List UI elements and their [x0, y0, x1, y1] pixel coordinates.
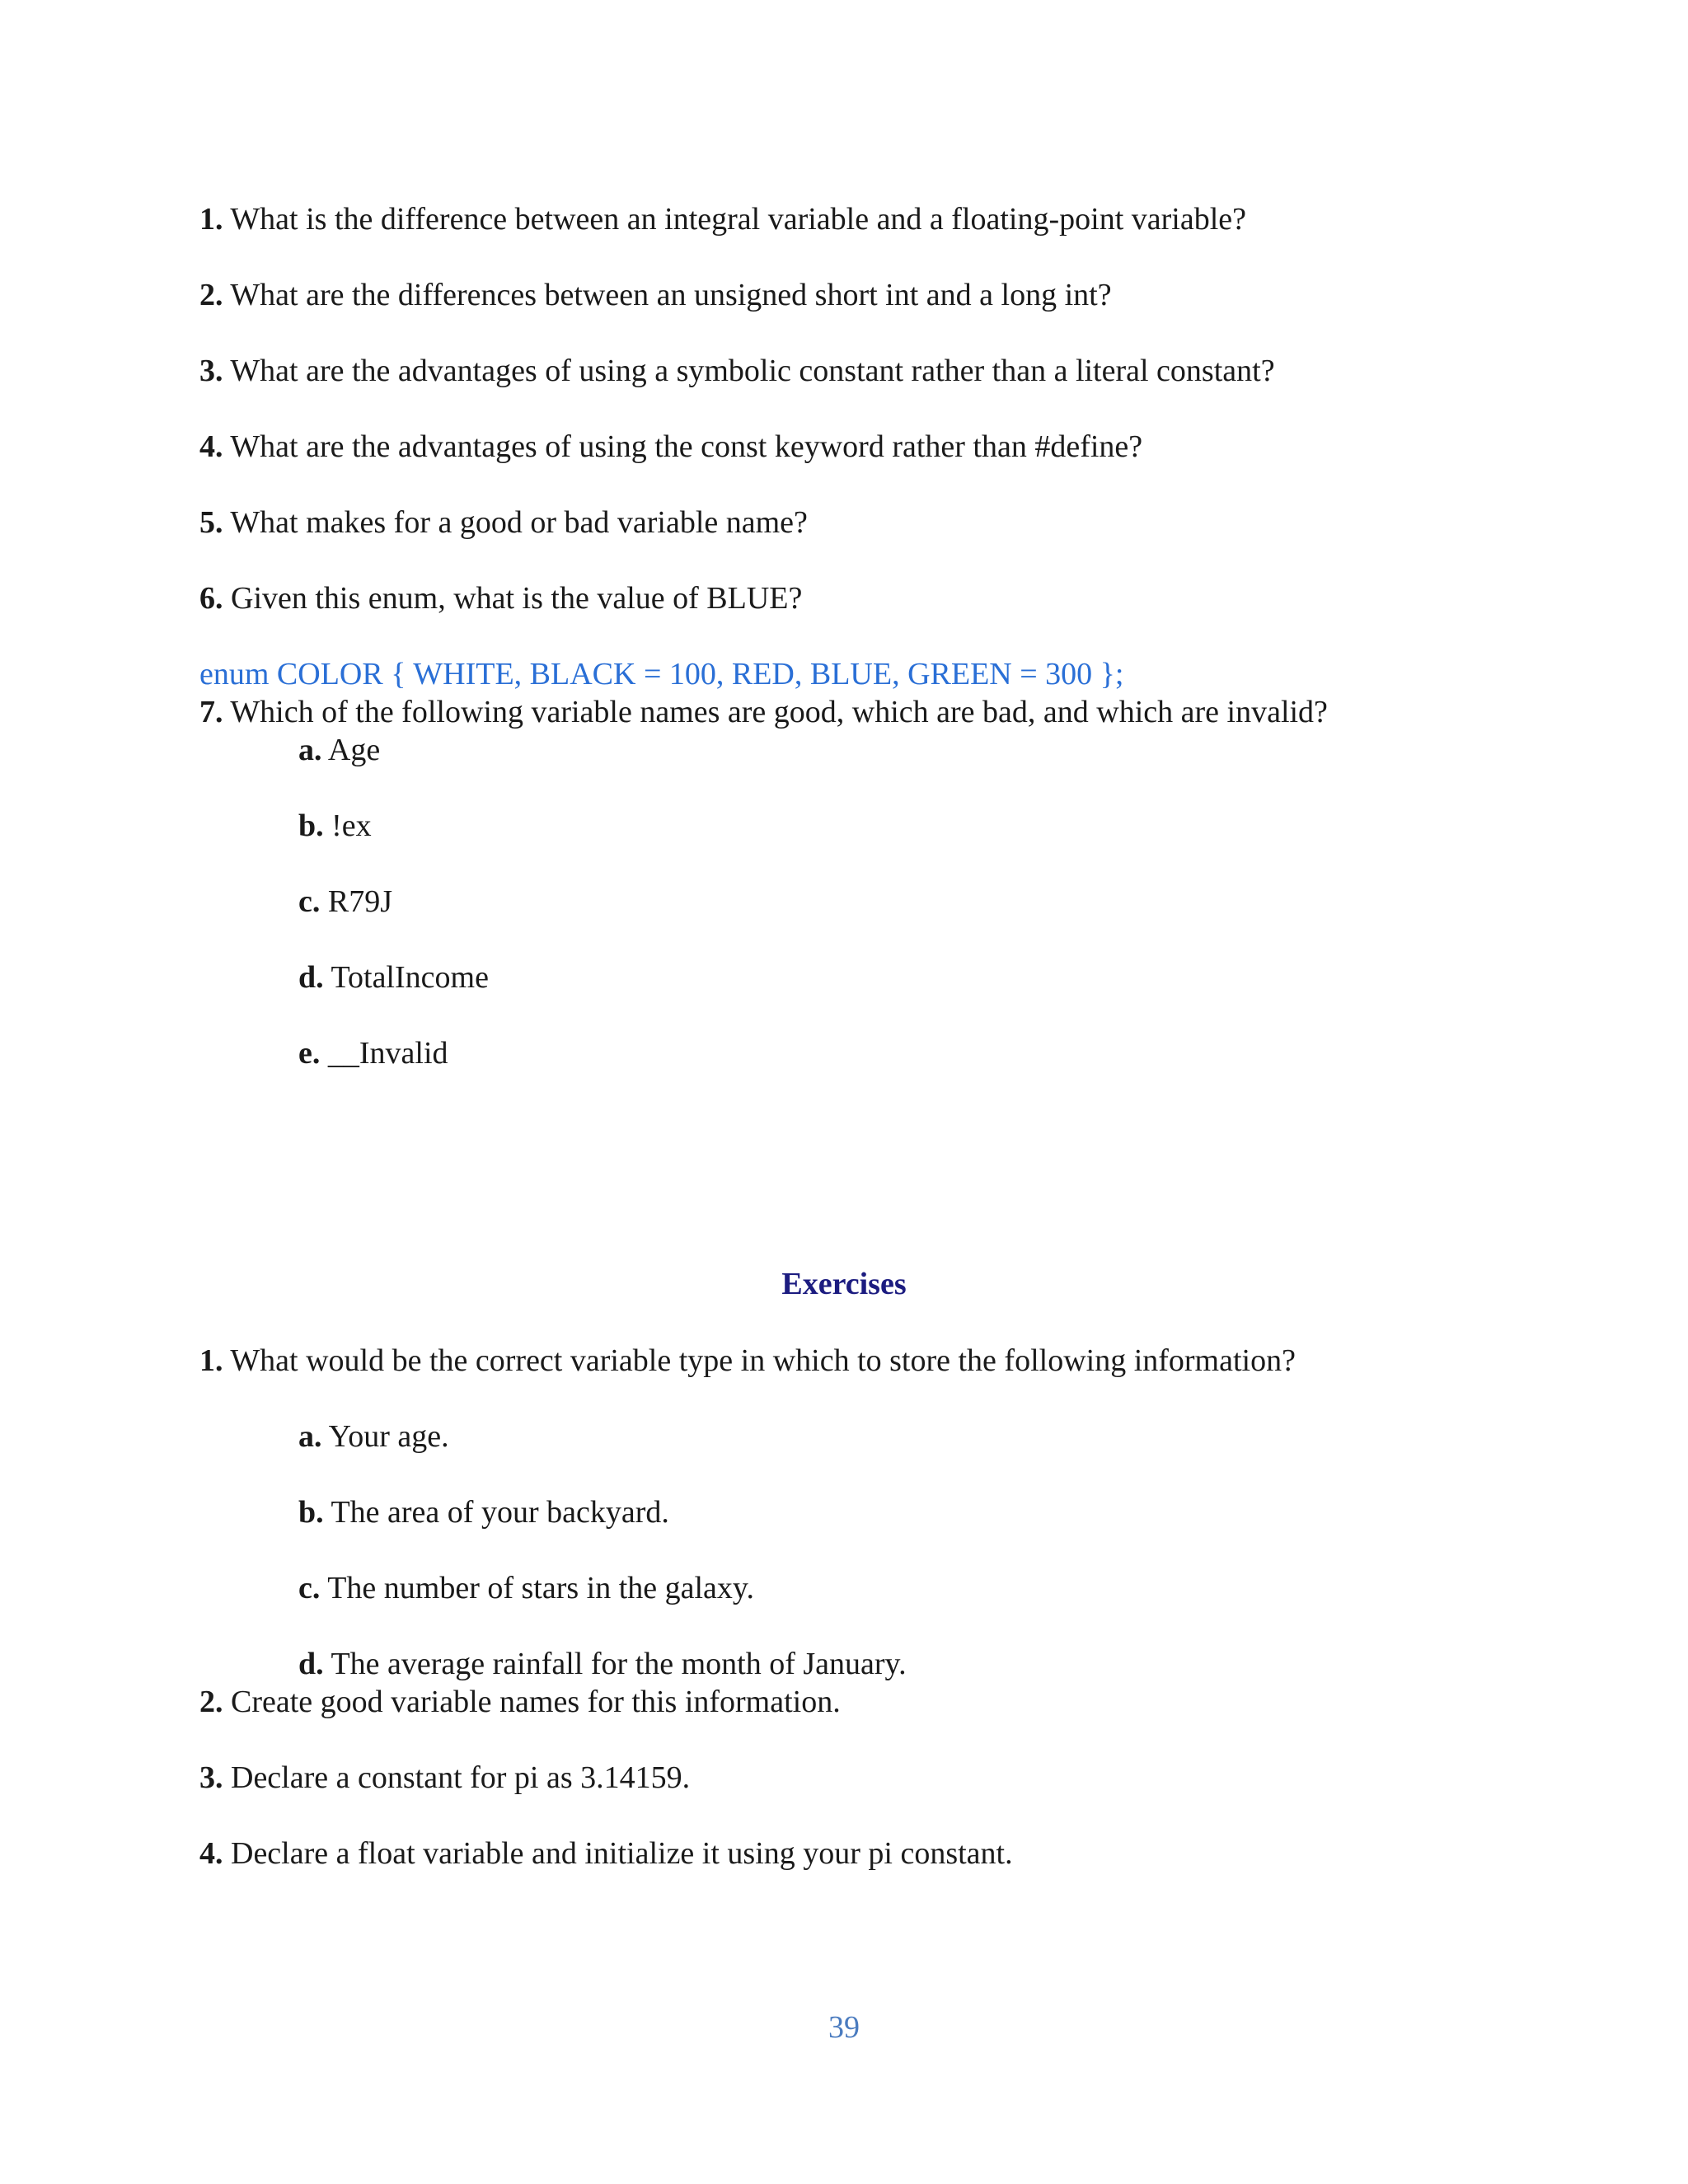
exercise-text: What would be the correct variable type in which to store the following information?: [223, 1343, 1296, 1378]
exercise-number: 2.: [199, 1685, 223, 1719]
question-1: [199, 200, 1246, 238]
exercise-number: 4.: [199, 1836, 223, 1871]
question-number: 3.: [199, 354, 223, 388]
option-text: __Invalid: [320, 1036, 448, 1071]
exercise-4: [199, 1835, 1013, 1872]
question-7: [199, 693, 1328, 731]
question-3: [199, 352, 1275, 390]
exercise-text: Create good variable names for this information.: [223, 1685, 841, 1719]
question-number: 4.: [199, 429, 223, 464]
q7-option-c: [298, 883, 392, 921]
option-letter: c.: [298, 884, 321, 919]
option-text: !ex: [323, 808, 372, 843]
exercise-number: 3.: [199, 1760, 223, 1795]
option-letter: b.: [298, 1495, 324, 1530]
q7-option-e: [298, 1034, 448, 1072]
question-text: Given this enum, what is the value of BLUE?: [223, 581, 803, 616]
exercise-text: Declare a float variable and initialize it using your pi constant.: [223, 1836, 1013, 1871]
question-text: Which of the following variable names are good, which are bad, and which are invalid?: [223, 695, 1328, 729]
exercises-heading: Exercises: [781, 1267, 907, 1301]
option-text: R79J: [320, 884, 393, 919]
ex1-option-d: [298, 1645, 907, 1683]
option-letter: a.: [298, 733, 322, 767]
question-number: 7.: [199, 695, 223, 729]
exercise-3: [199, 1759, 690, 1797]
option-text: The number of stars in the galaxy.: [320, 1571, 754, 1605]
ex1-option-a: [298, 1418, 449, 1455]
exercise-1: [199, 1342, 1296, 1380]
question-number: 5.: [199, 505, 223, 540]
question-text: What are the differences between an unsigned short int and a long int?: [223, 278, 1112, 312]
question-5: [199, 504, 808, 541]
question-text: What are the advantages of using a symbolic constant rather than a literal constant?: [223, 354, 1275, 388]
option-text: The area of your backyard.: [323, 1495, 669, 1530]
option-text: The average rainfall for the month of January.: [323, 1647, 907, 1681]
option-text: TotalIncome: [323, 960, 489, 995]
option-letter: d.: [298, 960, 324, 995]
option-text: Your age.: [321, 1419, 449, 1454]
ex1-option-b: [298, 1493, 669, 1531]
exercise-2: [199, 1683, 841, 1721]
option-text: Age: [321, 733, 381, 767]
question-2: [199, 276, 1112, 314]
q7-option-a: [298, 731, 380, 769]
exercise-text: Declare a constant for pi as 3.14159.: [223, 1760, 691, 1795]
option-letter: c.: [298, 1571, 321, 1605]
question-text: What is the difference between an integral variable and a floating-point variable?: [223, 202, 1246, 237]
page-number: 39: [828, 2010, 860, 2045]
question-text: What are the advantages of using the const keyword rather than #define?: [223, 429, 1143, 464]
q7-option-b: [298, 807, 372, 845]
enum-code-line: enum COLOR { WHITE, BLACK = 100, RED, BLUE, GREEN = 300 };: [199, 657, 1124, 691]
question-text: What makes for a good or bad variable name?: [223, 505, 808, 540]
option-letter: b.: [298, 808, 324, 843]
question-4: [199, 428, 1142, 466]
ex1-option-c: [298, 1569, 754, 1607]
question-number: 6.: [199, 581, 223, 616]
option-letter: a.: [298, 1419, 322, 1454]
option-letter: d.: [298, 1647, 324, 1681]
option-letter: e.: [298, 1036, 321, 1071]
question-6: [199, 579, 802, 617]
q7-option-d: [298, 958, 489, 996]
question-number: 1.: [199, 202, 223, 237]
question-number: 2.: [199, 278, 223, 312]
exercise-number: 1.: [199, 1343, 223, 1378]
